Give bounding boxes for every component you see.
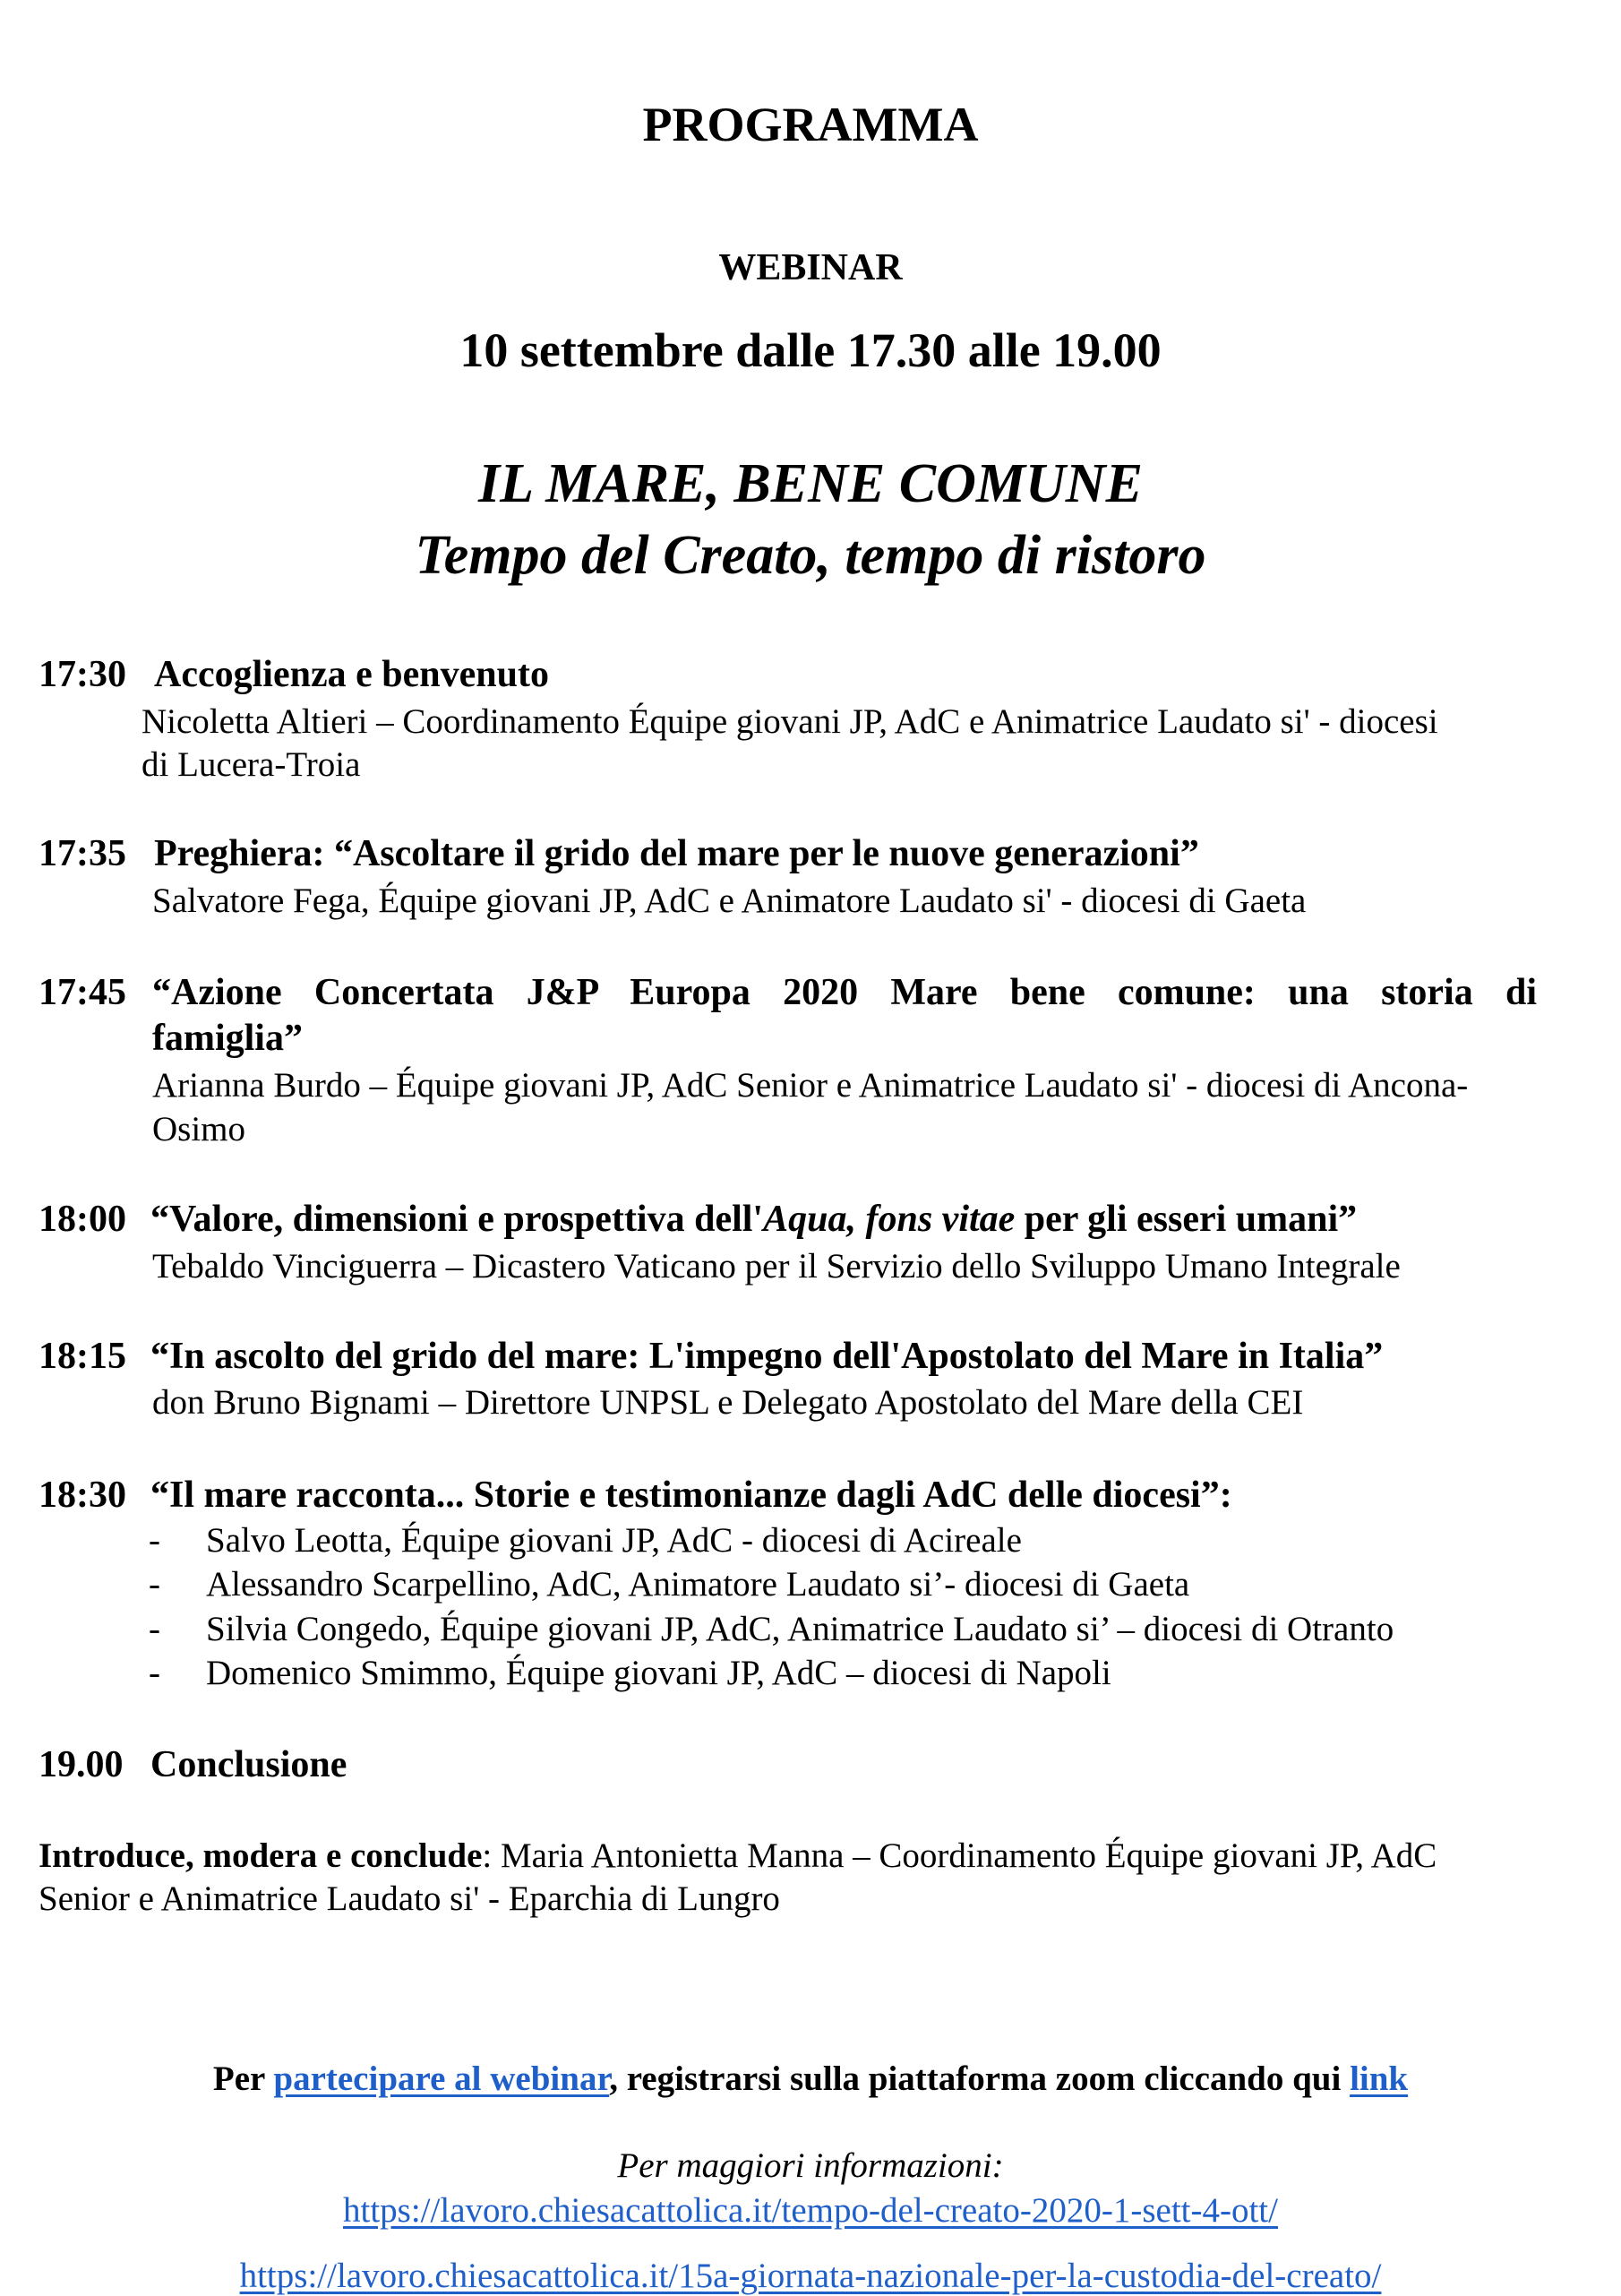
schedule-speaker-cont: di Lucera-Troia	[142, 745, 361, 784]
schedule-speaker: Tebaldo Vinciguerra – Dicastero Vaticano per il Servizio dello Sviluppo Umano Integrale	[152, 1247, 1401, 1286]
schedule-title	[150, 1198, 1357, 1241]
dash-bullet-icon: -	[149, 1610, 160, 1648]
schedule-time: 18:15	[39, 1336, 126, 1377]
registration-prefix: Per	[212, 2060, 274, 2098]
schedule-title: Preghiera: “Ascoltare il grido del mare per le nuove generazioni”	[154, 833, 1199, 874]
url1-link[interactable]: https://lavoro.chiesacattolica.it/tempo-del-creato-2020-1-sett-4-ott/	[343, 2191, 1278, 2230]
registration-line	[0, 2059, 1621, 2099]
event-type: WEBINAR	[718, 247, 903, 288]
participate-webinar-link[interactable]: partecipare al webinar	[273, 2060, 610, 2098]
schedule-time: 19.00	[39, 1744, 124, 1785]
list-item: Silvia Congedo, Équipe giovani JP, AdC, Animatrice Laudato si’ – diocesi di Otranto	[206, 1610, 1394, 1648]
zoom-register-link[interactable]: link	[1350, 2060, 1409, 2098]
schedule-time: 18:00	[39, 1199, 126, 1240]
dash-bullet-icon: -	[149, 1654, 160, 1692]
event-subtheme: Tempo del Creato, tempo di ristoro	[415, 525, 1206, 586]
dash-bullet-icon: -	[149, 1521, 160, 1560]
registration-middle: , registrarsi sulla piattaforma zoom cliccando qui	[609, 2060, 1351, 2098]
list-item: Domenico Smimmo, Équipe giovani JP, AdC – diocesi di Napoli	[206, 1654, 1111, 1692]
dash-bullet-icon: -	[149, 1565, 160, 1604]
schedule-speaker: Salvatore Fega, Équipe giovani JP, AdC e Animatore Laudato si' - diocesi di Gaeta	[152, 881, 1307, 920]
schedule-title-cont: famiglia”	[152, 1018, 303, 1059]
schedule-time: 17:30	[39, 654, 126, 695]
moderator-line-1	[39, 1836, 1437, 1876]
moderator-label: Introduce, modera e conclude	[39, 1836, 483, 1875]
schedule-title: Accoglienza e benvenuto	[154, 654, 549, 695]
url-link-giornata-nazionale	[0, 2256, 1621, 2296]
event-theme: IL MARE, BENE COMUNE	[478, 453, 1143, 514]
schedule-title-italic: Aqua, fons vitae	[763, 1199, 1016, 1240]
schedule-speaker: Arianna Burdo – Équipe giovani JP, AdC Senior e Animatrice Laudato si' - diocesi di Ancona-	[152, 1066, 1469, 1105]
schedule-speaker: Nicoletta Altieri – Coordinamento Équipe giovani JP, AdC e Animatrice Laudato si' - diocesi	[142, 702, 1438, 741]
moderator-text: Maria Antonietta Manna – Coordinamento Équipe giovani JP, AdC	[492, 1836, 1437, 1875]
schedule-title: “In ascolto del grido del mare: L'impegno dell'Apostolato del Mare in Italia”	[150, 1336, 1384, 1377]
more-info-label: Per maggiori informazioni:	[617, 2146, 1004, 2185]
schedule-title-pre: “Valore, dimensioni e prospettiva dell'	[150, 1199, 764, 1240]
page-title: PROGRAMMA	[642, 98, 979, 151]
schedule-title-post: per gli esseri umani”	[1015, 1199, 1358, 1240]
url2-link[interactable]: https://lavoro.chiesacattolica.it/15a-giornata-nazionale-per-la-custodia-del-creato/	[239, 2257, 1382, 2295]
url-link-tempo-del-creato	[0, 2190, 1621, 2231]
schedule-speaker-cont: Osimo	[152, 1110, 246, 1148]
event-date: 10 settembre dalle 17.30 alle 19.00	[459, 323, 1162, 377]
schedule-title: Conclusione	[150, 1744, 347, 1785]
list-item: Salvo Leotta, Équipe giovani JP, AdC - diocesi di Acireale	[206, 1521, 1022, 1560]
schedule-time: 17:35	[39, 833, 126, 874]
moderator-colon: :	[482, 1836, 493, 1875]
schedule-speaker: don Bruno Bignami – Direttore UNPSL e Delegato Apostolato del Mare della CEI	[152, 1383, 1304, 1422]
schedule-title: “Il mare racconta... Storie e testimonianze dagli AdC delle diocesi”:	[150, 1475, 1232, 1516]
list-item: Alessandro Scarpellino, AdC, Animatore Laudato si’- diocesi di Gaeta	[206, 1565, 1190, 1604]
schedule-time: 18:30	[39, 1475, 126, 1516]
moderator-line-2: Senior e Animatrice Laudato si' - Eparchia di Lungro	[39, 1879, 780, 1918]
schedule-title: “Azione Concertata J&P Europa 2020 Mare bene comune: una storia di	[152, 972, 1537, 1013]
schedule-time: 17:45	[39, 972, 126, 1013]
